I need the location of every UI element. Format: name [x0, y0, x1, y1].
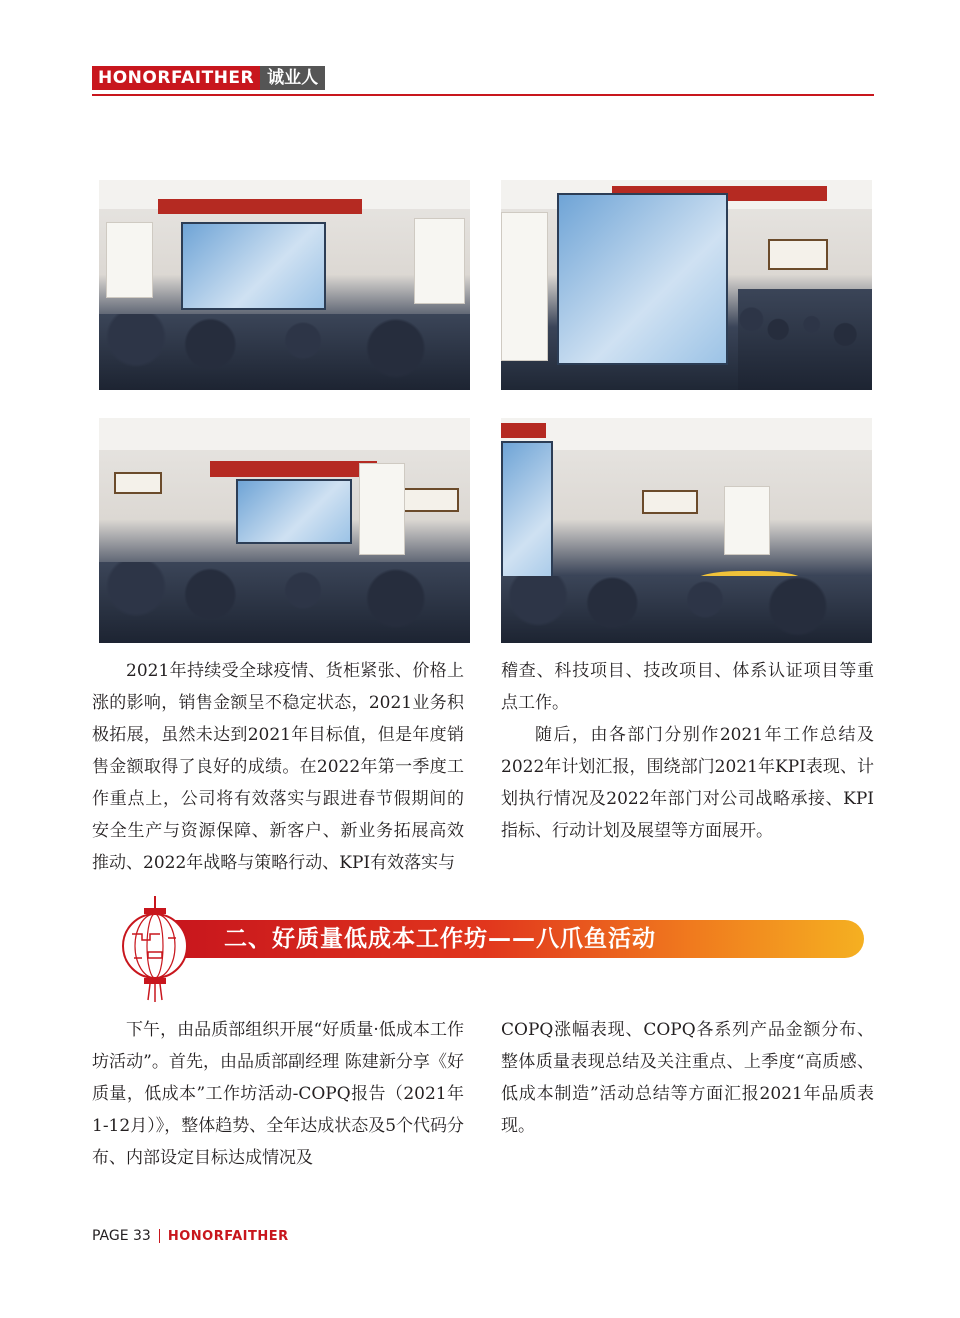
page-number: PAGE 33	[92, 1228, 151, 1244]
body-paragraph-right-1: 稽查、科技项目、技改项目、体系认证项目等重点工作。	[501, 661, 874, 713]
header-divider	[92, 94, 874, 96]
footer-brand: HONORFAITHER	[167, 1228, 289, 1244]
page-footer	[92, 1226, 289, 1246]
brand-name-en: HONORFAITHER	[92, 66, 260, 90]
meeting-photo-3	[99, 418, 470, 643]
footer-divider	[159, 1229, 160, 1243]
meeting-photo-4	[501, 418, 872, 643]
page-header	[92, 66, 874, 98]
meeting-photo-1	[99, 180, 470, 390]
section-heading	[120, 896, 760, 1002]
lantern-icon	[120, 896, 190, 1002]
body-paragraph-left-2: 下午，由品质部组织开展“好质量·低成本工作坊活动”。首先，由品质部副经理 陈建新分享《好质量，低成本”工作坊活动-COPQ报告（2021年1-12月）》，整体趋势、全年达成状态及5个代码分布、内部设定目标达成情况及	[92, 1020, 465, 1168]
brand-logo	[92, 66, 325, 90]
body-paragraph-left-1: 2021年持续受全球疫情、货柜紧张、价格上涨的影响，销售金额呈不稳定状态，2021业务积极拓展，虽然未达到2021年目标值，但是年度销售金额取得了良好的成绩。在2022年第一季度工作重点上，公司将有效落实与跟进春节假期间的安全生产与资源保障、新客户、新业务拓展高效推动、2022年战略与策略行动、KPI有效落实与	[92, 661, 464, 873]
section-title: 二、好质量低成本工作坊——八爪鱼活动	[224, 926, 656, 952]
body-paragraph-right-3: COPQ涨幅表现、COPQ各系列产品金额分布、整体质量表现总结及关注重点、上季度“高质感、低成本制造”活动总结等方面汇报2021年品质表现。	[501, 1020, 874, 1136]
brand-name-cn: 诚业人	[260, 66, 325, 90]
meeting-photo-2	[501, 180, 872, 390]
body-paragraph-right-2: 随后，由各部门分别作2021年工作总结及2022年计划汇报，围绕部门2021年KPI表现、计划执行情况及2022年部门对公司战略承接、KPI指标、行动计划及展望等方面展开。	[501, 725, 874, 841]
